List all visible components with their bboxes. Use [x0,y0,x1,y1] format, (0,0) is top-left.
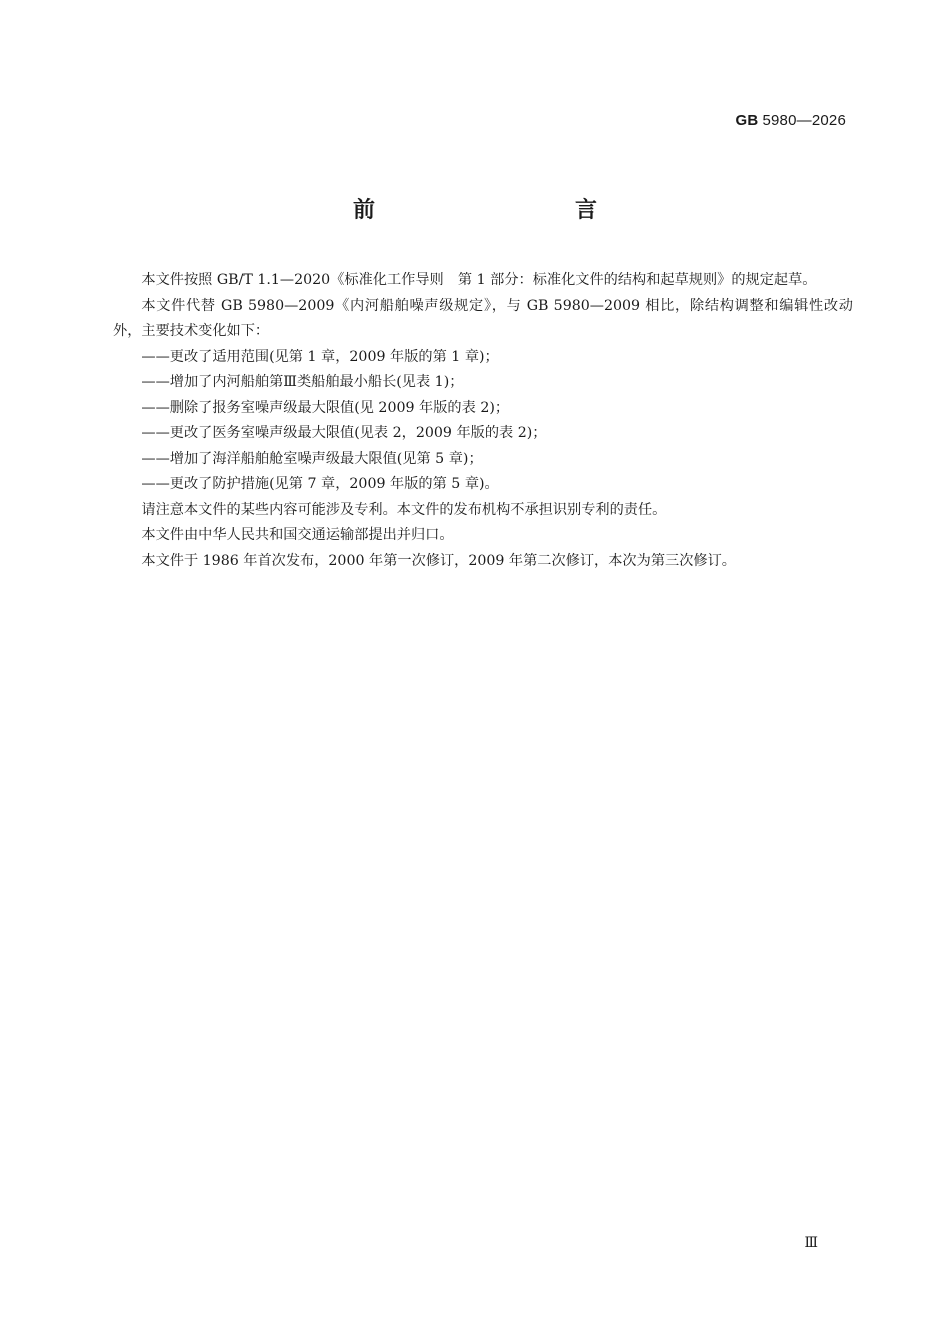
paragraph-replacement: 本文件代替 GB 5980—2009《内河船舶噪声级规定》，与 GB 5980—2009 相比，除结构调整和编辑性改动外，主要技术变化如下： [113,297,853,339]
standard-code-header [736,112,846,129]
change-item: ——更改了防护措施(见第 7 章，2009 年版的第 5 章)。 [141,476,499,492]
change-item: ——删除了报务室噪声级最大限值(见 2009 年版的表 2)； [141,399,510,416]
change-item: ——增加了海洋船舶舱室噪声级最大限值(见第 5 章)； [141,450,483,467]
paragraph-proposer: 本文件由中华人民共和国交通运输部提出并归口。 [141,527,454,543]
paragraph-drafting-rules: 本文件按照 GB/T 1.1—2020《标准化工作导则 第 1 部分：标准化文件的结构和起草规则》的规定起草。 [141,272,817,288]
paragraph-patent-notice: 请注意本文件的某些内容可能涉及专利。本文件的发布机构不承担识别专利的责任。 [141,501,667,518]
standard-number: 5980—2026 [762,112,846,129]
page-title: 前 言 [352,198,649,223]
change-item: ——增加了内河船舶第Ⅲ类船舶最小船长(见表 1)； [141,374,464,390]
standard-prefix: GB [735,112,759,129]
page-number: Ⅲ [804,1235,818,1251]
change-item: ——更改了适用范围(见第 1 章，2009 年版的第 1 章)； [141,348,499,365]
change-item: ——更改了医务室噪声级最大限值(见表 2，2009 年版的表 2)； [141,425,547,441]
foreword-body [113,268,853,574]
paragraph-history: 本文件于 1986 年首次发布，2000 年第一次修订，2009 年第二次修订，本次为第三次修订。 [141,552,736,569]
